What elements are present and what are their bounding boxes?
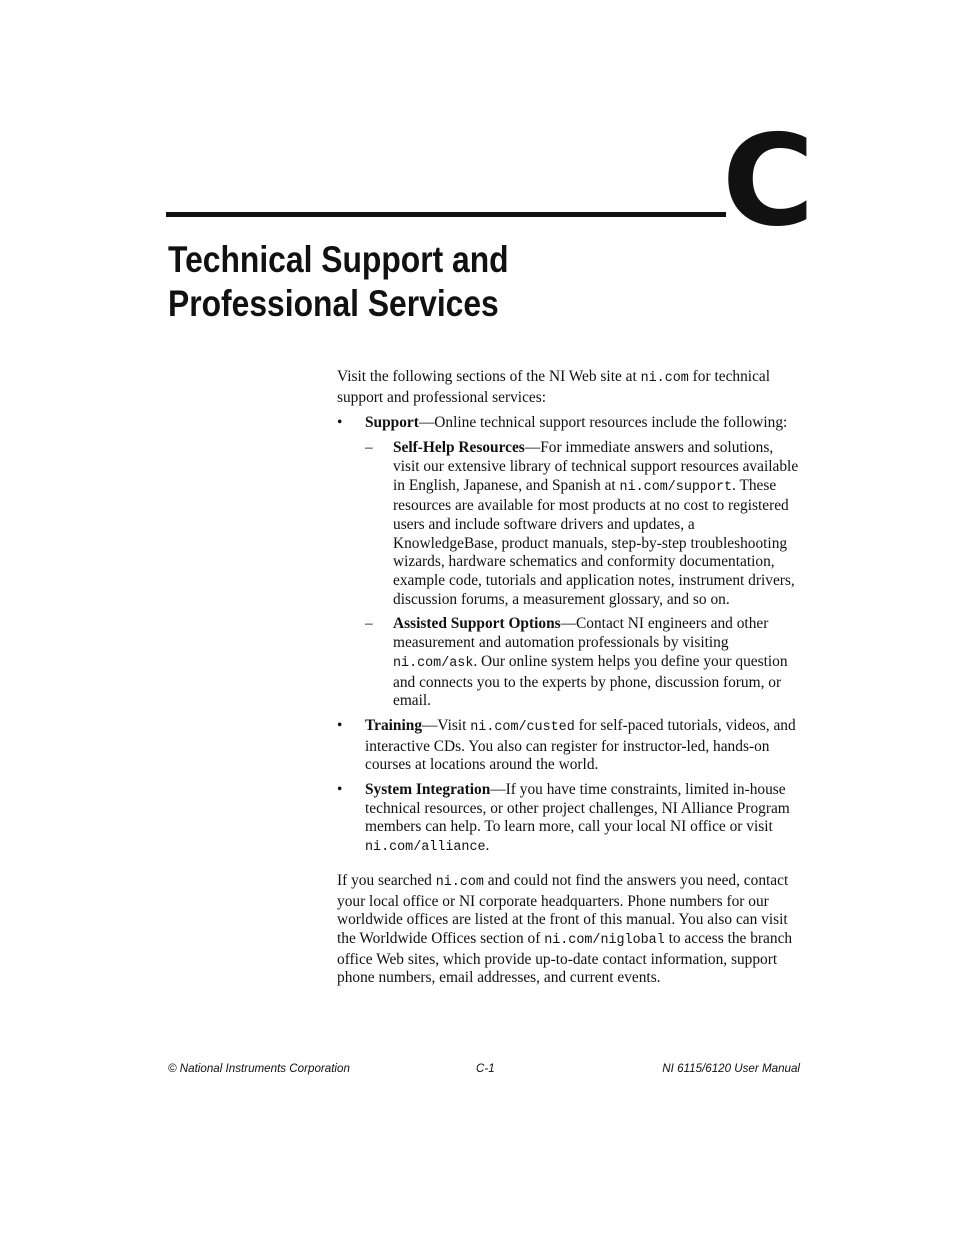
support-text: —Online technical support resources include the following: [418, 414, 788, 432]
footer-manual-title: NI 6115/6120 User Manual [662, 1062, 800, 1075]
list-item-system-integration [337, 781, 799, 858]
list-item-assisted-support [365, 615, 799, 711]
training-term: Training [365, 716, 423, 734]
closing-text-end: to access the branch office Web sites, which provide up-to-date contact information, support phone numbers, email addresses, and current events. [337, 929, 793, 987]
footer-copyright: © National Instruments Corporation [168, 1062, 350, 1075]
services-list [337, 414, 799, 857]
closing-paragraph [337, 872, 799, 988]
support-link[interactable]: ni.com/support [619, 479, 733, 495]
ni-com-link-2[interactable]: ni.com [435, 874, 484, 890]
bullet-icon: • [337, 716, 343, 734]
page-footer [168, 1062, 800, 1078]
alliance-link[interactable]: ni.com/alliance [365, 840, 486, 856]
custed-link[interactable]: ni.com/custed [470, 719, 575, 735]
intro-paragraph [337, 368, 799, 407]
chapter-letter: C [722, 107, 813, 254]
ni-com-link[interactable]: ni.com [640, 371, 689, 386]
page-title-line-2: Professional Services [168, 283, 499, 324]
niglobal-link[interactable]: ni.com/niglobal [544, 932, 665, 948]
ask-link[interactable]: ni.com/ask [393, 655, 474, 671]
dash-icon: – [365, 615, 373, 633]
support-term: Support [365, 414, 419, 432]
page-title [168, 238, 509, 326]
system-integration-term: System Integration [365, 781, 491, 799]
assisted-support-text: —Contact NI engineers and other measurement and automation professionals by visiting [393, 615, 769, 652]
self-help-term: Self-Help Resources [393, 439, 525, 457]
assisted-support-term: Assisted Support Options [393, 615, 561, 633]
list-item-training [337, 717, 799, 775]
self-help-text-end: . These resources are available for most products at no cost to registered users and include software drivers and updates, a KnowledgeBase, product manuals, step-by-step troubleshooting wizards, hardware schematics and conformity documentation, example code, tutorials and application notes, instrument drivers, discussion forums, a measurement glossary, and so on. [393, 476, 795, 608]
closing-text-mid: and could not find the answers you need, contact your local office or NI corporate headquarters. Phone numbers for our worldwide offices are listed at the front of this manual. You also can visit the Worldwide Offices section of [337, 871, 789, 947]
training-text-end: for self-paced tutorials, videos, and interactive CDs. You also can register for instructor-led, hands-on courses at locations around the world. [365, 716, 796, 774]
body-text [337, 368, 799, 988]
list-item-self-help [365, 439, 799, 609]
dash-icon: – [365, 439, 373, 457]
page-title-line-1: Technical Support and [168, 239, 509, 280]
training-text: —Visit [422, 716, 471, 734]
closing-text: If you searched [337, 871, 436, 889]
intro-text-end: for technical support and professional services: [337, 368, 771, 406]
assisted-support-text-end: . Our online system helps you define your question and connects you to the experts by phone, discussion forum, or email. [393, 652, 788, 710]
bullet-icon: • [337, 414, 343, 432]
intro-text: Visit the following sections of the NI Web site at [337, 368, 641, 385]
support-sublist [365, 439, 799, 711]
self-help-text: —For immediate answers and solutions, visit our extensive library of technical support resources available in English, Japanese, and Spanish at [393, 439, 799, 494]
bullet-icon: • [337, 781, 343, 799]
footer-page-number: C-1 [476, 1062, 495, 1075]
system-integration-text: —If you have time constraints, limited in-house technical resources, or other project challenges, NI Alliance Program members can help. To learn more, call your local NI office or visit [365, 781, 790, 836]
list-item-support [337, 414, 799, 711]
chapter-rule [166, 212, 726, 217]
system-integration-text-end: . [485, 837, 490, 855]
